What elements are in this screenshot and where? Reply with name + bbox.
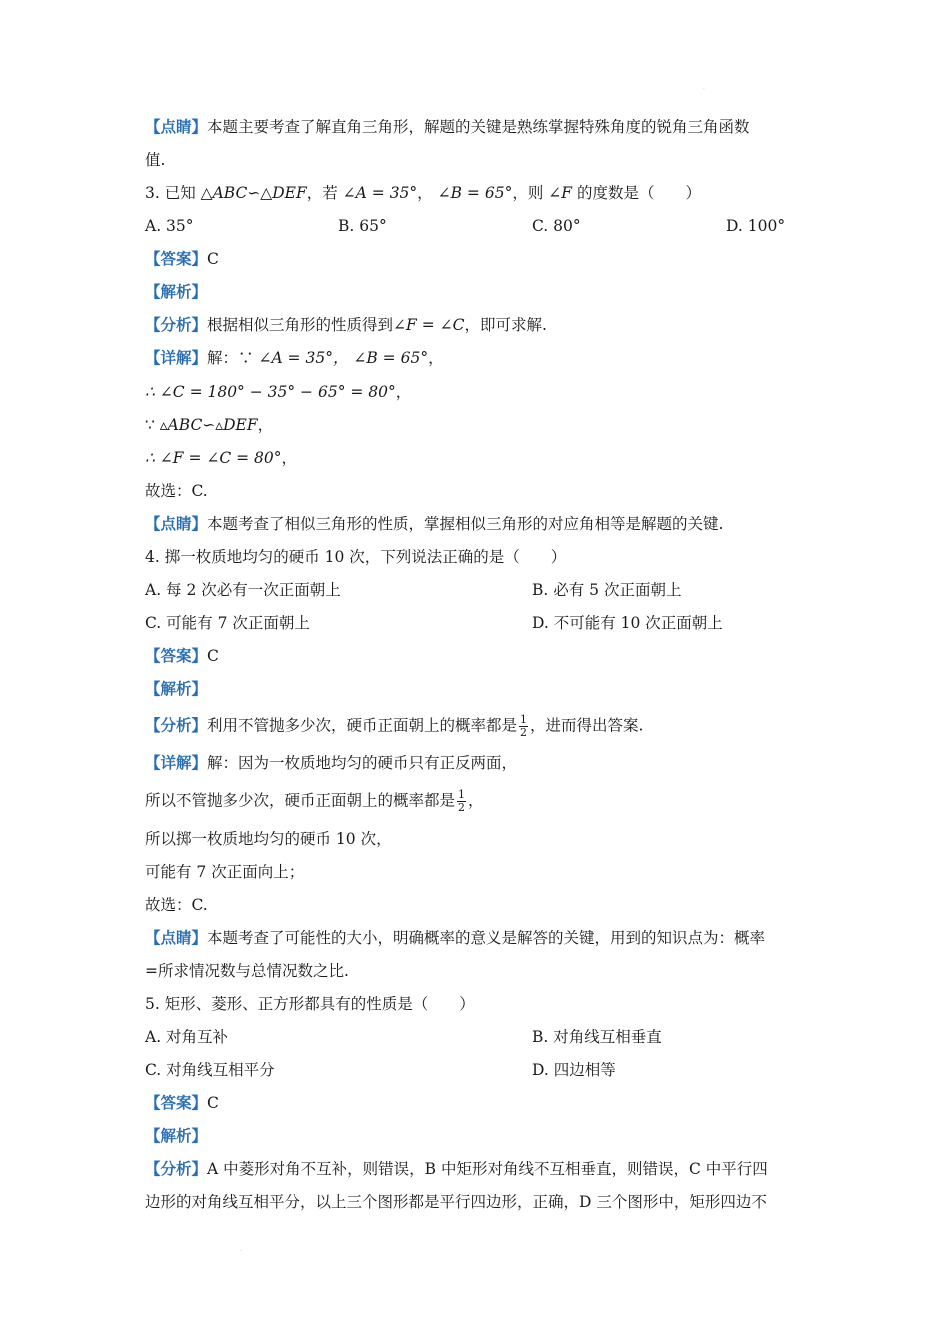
text: ∵ [145,416,160,434]
q3-xiangjie [145,347,815,369]
q3-step-2 [145,381,815,403]
text: ，进而得出答案. [530,716,644,735]
fraction-numerator: 1 [458,788,466,801]
q3-option-a: A. 35° [145,217,194,235]
paragraph-dianjing-1-cont [145,149,815,171]
q3-option-b: B. 65° [338,217,387,235]
fraction-one-half [457,789,466,814]
math: ∠F [548,184,573,202]
text: 所以不管抛多少次，硬币正面朝上的概率都是 [145,791,456,810]
tag-answer: 【答案】 [145,249,208,268]
q3-step-5 [145,480,815,502]
text: ，若 [306,184,338,202]
question-5-stem [145,993,815,1015]
q5-option-c: C. 对角线互相平分 [145,1061,275,1079]
q4-step-5 [145,894,815,916]
math: ∠F = ∠C [393,316,465,334]
tag-xiangjie: 【详解】 [145,753,208,772]
tag-dianjing: 【点睛】 [145,117,208,136]
q3-answer [145,248,815,270]
text: 故选：C. [145,896,208,914]
text: 解：∵ [207,349,259,367]
math: ∴ ∠C = 180° − 35° − 65° = 80° [145,383,396,401]
scan-dot: · [703,86,705,93]
q3-fenxi [145,314,815,336]
q4-dianjing-cont [145,960,815,982]
text: 本题考查了相似三角形的性质，掌握相似三角形的对应角相等是解题的关键. [207,515,724,533]
text: ， [257,416,274,434]
tag-jiexi: 【解析】 [145,679,208,698]
text: 可能有 7 次正面向上； [145,863,305,881]
q4-option-b: B. 必有 5 次正面朝上 [532,581,682,599]
text: 根据相似三角形的性质得到 [207,316,394,334]
q3-option-d: D. 100° [726,217,786,235]
math: ∠A = 35°， ∠B = 65° [258,349,429,367]
fraction-denominator: 2 [458,801,466,814]
tag-answer: 【答案】 [145,1093,208,1112]
text: 利用不管抛多少次，硬币正面朝上的概率都是 [207,716,518,735]
question-4-stem [145,546,815,568]
answer-value: C [207,250,219,268]
text: ，即可求解. [464,316,547,334]
text: 3. 已知 [145,184,196,202]
scan-dot: · [240,1248,242,1255]
q5-fenxi [145,1158,815,1180]
q4-step-2 [145,789,815,814]
q4-answer [145,645,815,667]
tag-fenxi: 【分析】 [145,1159,208,1178]
tag-fenxi: 【分析】 [145,715,208,735]
q5-fenxi-cont [145,1191,815,1213]
text: ，则 [512,184,544,202]
tag-dianjing: 【点睛】 [145,928,208,947]
q3-jiexi [145,281,815,303]
q4-step-4 [145,861,815,883]
q4-jiexi [145,678,815,700]
tag-fenxi: 【分析】 [145,315,208,334]
q3-step-3 [145,414,815,436]
text: 本题主要考查了解直角三角形，解题的关键是熟练掌握特殊角度的锐角三角函数 [207,118,750,136]
fraction-denominator: 2 [520,726,528,739]
text: ， [428,349,444,367]
answer-value: C [207,647,219,665]
text: 边形的对角线互相平分，以上三个图形都是平行四边形，正确，D 三个图形中，矩形四边不 [145,1193,767,1211]
q3-dianjing [145,513,815,535]
answer-value: C [207,1094,219,1112]
q4-fenxi [145,714,815,739]
text: ， [395,383,412,401]
q5-option-a: A. 对角互补 [145,1028,229,1046]
q4-xiangjie [145,752,815,774]
math: ∠A = 35° [342,184,418,202]
q4-dianjing [145,927,815,949]
q4-step-3 [145,828,815,850]
q4-option-c: C. 可能有 7 次正面朝上 [145,614,310,632]
text: 本题考查了可能性的大小，明确概率的意义是解答的关键，用到的知识点为：概率 [207,929,766,947]
fraction-numerator: 1 [520,713,528,726]
q5-jiexi [145,1125,815,1147]
tag-jiexi: 【解析】 [145,1126,208,1145]
math: ∴ ∠F = ∠C = 80° [145,449,282,467]
text: 值. [145,151,166,169]
question-3-stem [145,182,815,204]
q5-option-b: B. 对角线互相垂直 [532,1028,662,1046]
text: 故选：C. [145,482,208,500]
text: 所以掷一枚质地均匀的硬币 10 次， [145,830,392,848]
tag-jiexi: 【解析】 [145,282,208,301]
text: ， [417,184,433,202]
paragraph-dianjing-1 [145,116,815,138]
tag-xiangjie: 【详解】 [145,348,208,367]
text: ， [281,449,298,467]
text: A 中菱形对角不互补，则错误，B 中矩形对角线不互相垂直，则错误，C 中平行四 [207,1160,768,1178]
text: 解：因为一枚质地均匀的硬币只有正反两面， [207,754,518,772]
text: 5. 矩形、菱形、正方形都具有的性质是（ ） [145,995,475,1013]
math: ∠B = 65° [437,184,513,202]
text: 的度数是（ ） [576,184,701,202]
q3-option-c: C. 80° [532,217,581,235]
math: △ABC∽△DEF [200,184,307,202]
q4-option-a: A. 每 2 次必有一次正面朝上 [145,581,341,599]
fraction-one-half [519,714,528,739]
text: 4. 掷一枚质地均匀的硬币 10 次，下列说法正确的是（ ） [145,548,567,566]
tag-dianjing: 【点睛】 [145,514,208,533]
text: =所求情况数与总情况数之比. [145,962,349,980]
q4-option-d: D. 不可能有 10 次正面朝上 [532,614,723,632]
q3-step-4 [145,447,815,469]
tag-answer: 【答案】 [145,646,208,665]
q5-answer [145,1092,815,1114]
q5-option-d: D. 四边相等 [532,1061,616,1079]
text: ， [468,791,484,810]
math: ▵ABC∽▵DEF [159,416,258,434]
